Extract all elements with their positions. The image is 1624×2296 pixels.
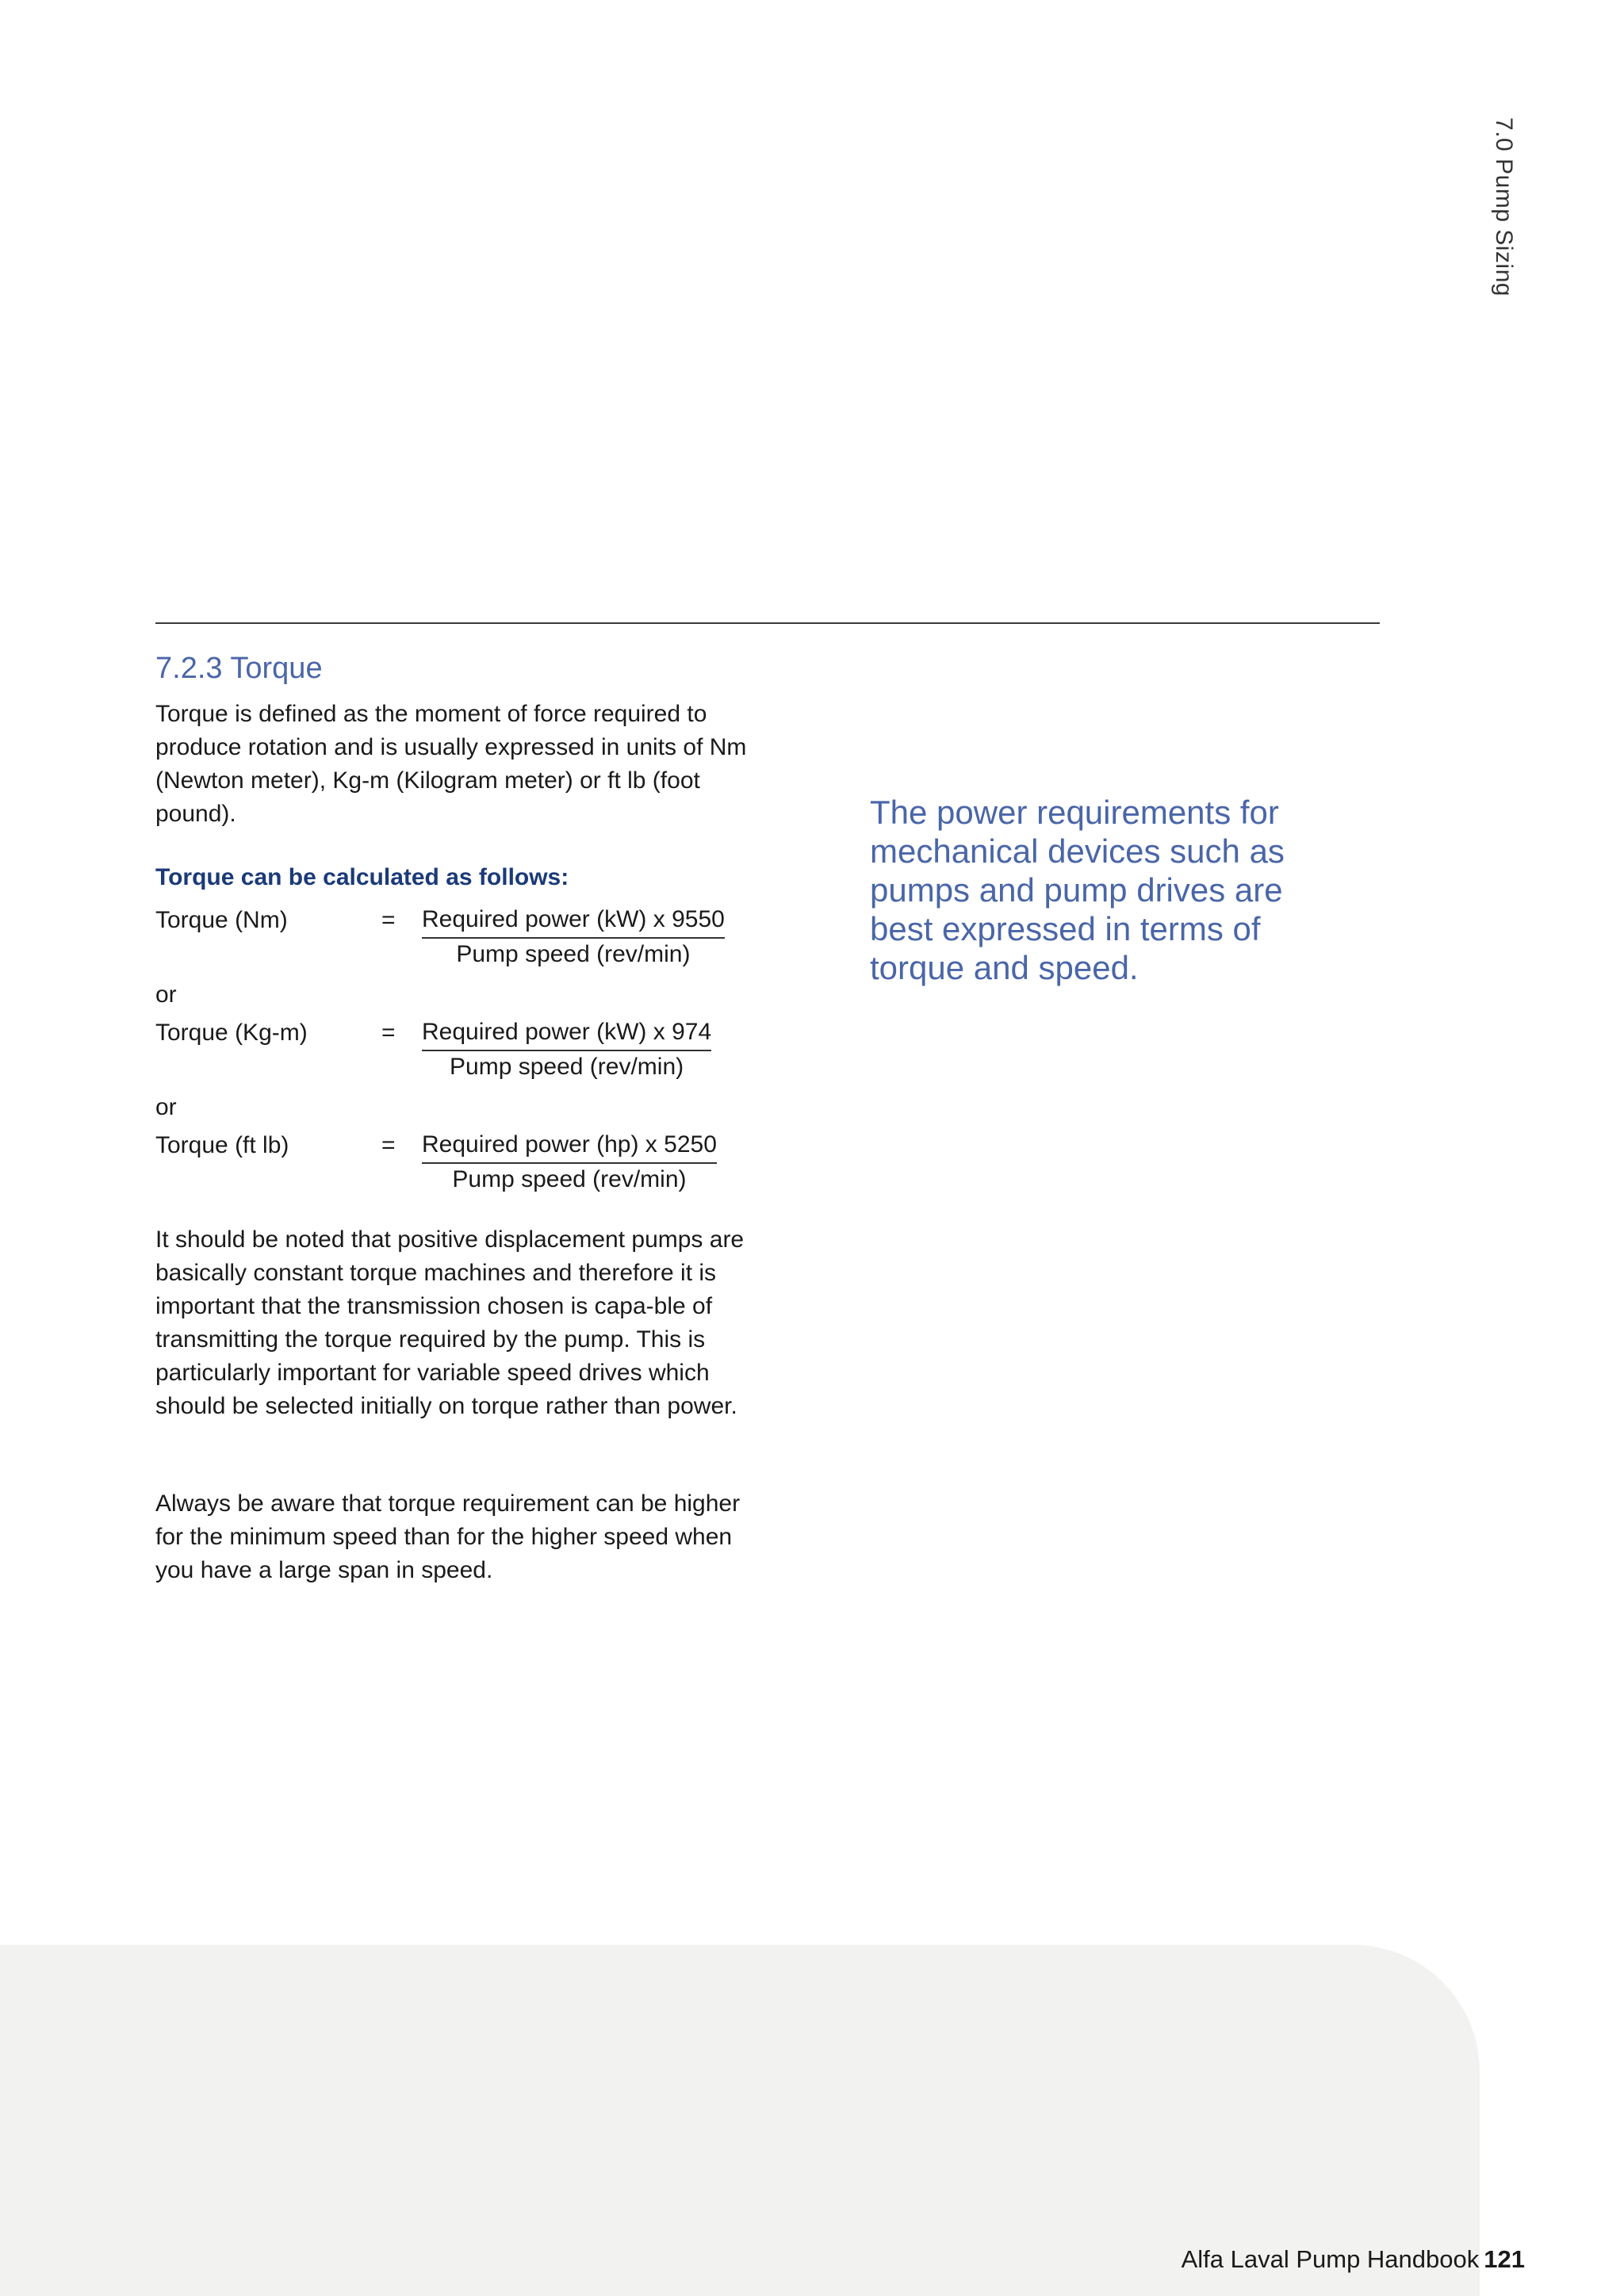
page-footer	[1182, 2245, 1525, 2274]
formula-label: Torque (Nm)	[155, 907, 288, 933]
formula-torque-kgm	[155, 1016, 758, 1083]
formula-denominator: Pump speed (rev/min)	[452, 1166, 687, 1192]
formula-denominator: Pump speed (rev/min)	[456, 941, 691, 967]
chapter-side-tab: 7.0 Pump Sizing	[1491, 117, 1517, 297]
pull-quote: The power requirements for mechanical devices such as pumps and pump drives are best expressed in terms of torque and speed.	[870, 794, 1285, 986]
page-number: 121	[1484, 2245, 1525, 2273]
formula-label: Torque (Kg-m)	[155, 1020, 308, 1046]
equals-sign: =	[381, 1020, 396, 1046]
formula-fraction	[422, 904, 725, 970]
equals-sign: =	[381, 907, 396, 933]
formula-fraction	[422, 1129, 717, 1196]
formula-label: Torque (ft lb)	[155, 1132, 289, 1158]
footer-panel	[0, 1945, 1480, 2296]
calc-heading: Torque can be calculated as follows:	[155, 864, 569, 890]
formula-numerator: Required power (hp) x 5250	[422, 1129, 717, 1164]
or-separator: or	[155, 1094, 177, 1120]
body-paragraph: Always be aware that torque requirement can be higher for the minimum speed than for the higher speed when you have a large span in speed.	[155, 1490, 741, 1583]
or-separator: or	[155, 982, 177, 1008]
handbook-title: Alfa Laval Pump Handbook	[1181, 2245, 1480, 2273]
section-divider	[155, 622, 1380, 624]
intro-paragraph: Torque is defined as the moment of force required to produce rotation and is usually expressed in units of Nm (Newton meter), Kg-m (Kilogram meter) or ft lb (foot pound).	[155, 701, 747, 827]
formula-numerator: Required power (kW) x 9550	[422, 904, 725, 939]
body-paragraph: It should be noted that positive displacement pumps are basically constant torque machines and therefore it is important that the transmission chosen is capa-ble of transmitting the torque required by the pump. This is particularly important for variable speed drives which should be selected initially on torque rather than power.	[155, 1226, 745, 1419]
formula-fraction	[422, 1016, 711, 1083]
formula-numerator: Required power (kW) x 974	[422, 1016, 711, 1051]
formula-denominator: Pump speed (rev/min)	[450, 1054, 684, 1080]
section-title: 7.2.3 Torque	[155, 652, 323, 685]
formula-torque-nm	[155, 904, 758, 970]
equals-sign: =	[381, 1132, 396, 1158]
formula-torque-ftlb	[155, 1129, 758, 1196]
